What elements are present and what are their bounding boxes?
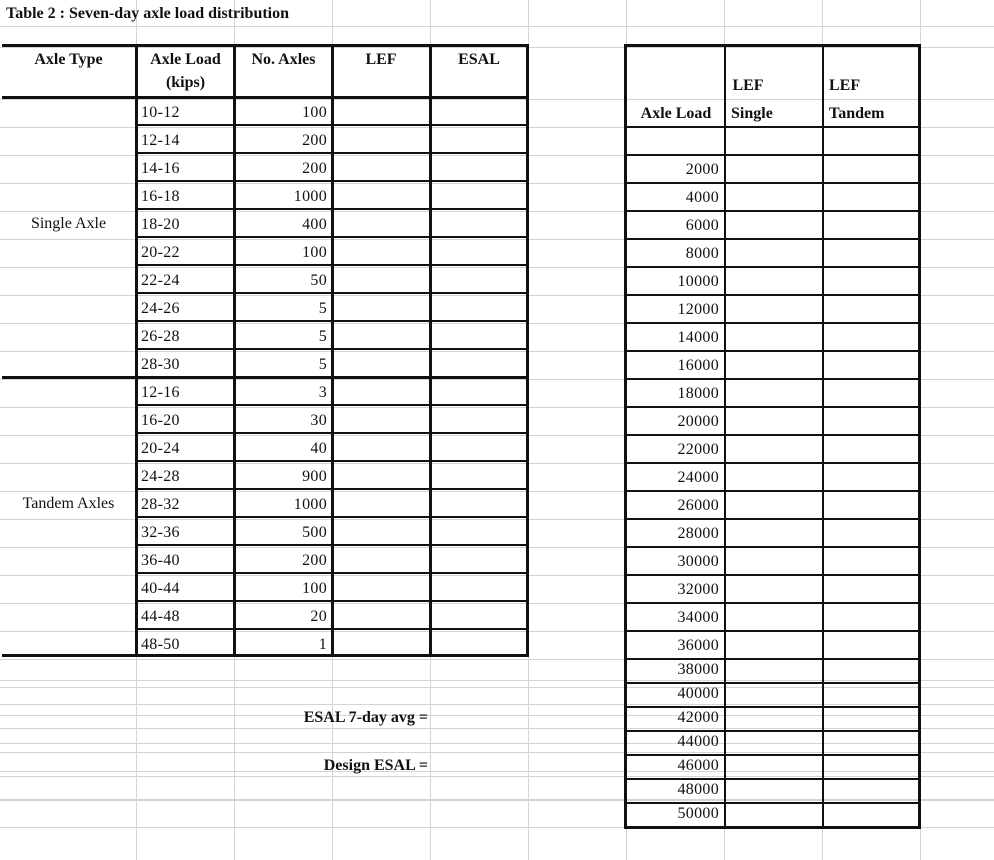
group-label-tandem: Tandem Axles [22,495,115,512]
lef-table-row-border [624,266,921,268]
axle-load-cell: 12-14 [141,132,180,149]
grid-row-line [0,47,994,48]
num-axles-cell: 30 [310,412,327,429]
grid-row-line [0,715,994,716]
lef-axle-load-cell: 36000 [677,637,719,654]
main-table-row-border [136,292,529,294]
lef-axle-load-cell: 12000 [677,301,719,318]
num-axles-cell: 100 [302,104,327,121]
main-table-row-border [136,152,529,154]
num-axles-cell: 900 [302,468,327,485]
lef-table-row-border [624,490,921,492]
grid-row-line [0,680,994,681]
grid-row-line [0,752,994,753]
axle-load-cell: 10-12 [141,104,180,121]
lef-axle-load-cell: 32000 [677,581,719,598]
grid-row-line [0,743,994,744]
num-axles-cell: 200 [302,132,327,149]
axle-load-cell: 14-16 [141,160,180,177]
num-axles-cell: 100 [302,244,327,261]
header-esal: ESAL [458,51,500,68]
lef-axle-load-cell: 8000 [685,245,719,262]
main-table-row-border [136,600,529,602]
lef-table-row-border [624,462,921,464]
main-table-row-border [136,488,529,490]
group-label-single: Single Axle [30,215,107,232]
main-table-row-border [136,628,529,630]
main-table-row-border [136,544,529,546]
lef-axle-load-cell: 14000 [677,329,719,346]
axle-load-cell: 48-50 [141,636,180,653]
main-table-col-border [429,44,432,657]
lef-table-row-border [624,630,921,632]
num-axles-cell: 3 [318,384,327,401]
lef-axle-load-cell: 44000 [677,733,719,750]
num-axles-cell: 1000 [293,188,327,205]
axle-load-cell: 16-20 [141,412,180,429]
lef-axle-load-cell: 40000 [677,685,719,702]
main-table-row-border [136,320,529,322]
main-table-row-border [136,404,529,406]
main-table-row-border [136,460,529,462]
lef-axle-load-cell: 38000 [677,661,719,678]
header-axle-load: Axle Load [150,51,221,68]
lef-axle-load-cell: 30000 [677,553,719,570]
lef-table-row-border [624,434,921,436]
axle-load-cell: 16-18 [141,188,180,205]
num-axles-cell: 200 [302,552,327,569]
main-table-col-border [526,44,529,657]
lef-axle-load-cell: 10000 [677,273,719,290]
lef-table-row-border [624,602,921,604]
lef-table-bottom-border [624,826,921,829]
num-axles-cell: 1 [318,636,327,653]
lef-table-row-border [624,546,921,548]
num-axles-cell: 400 [302,216,327,233]
lef-table-col-border [822,44,824,829]
axle-load-cell: 32-36 [141,524,180,541]
lef-table-row-border [624,322,921,324]
lef-axle-load-cell: 26000 [677,497,719,514]
num-axles-cell: 1000 [293,496,327,513]
lef-axle-load-cell: 24000 [677,469,719,486]
lef-table-col-border [724,44,726,829]
num-axles-cell: 500 [302,524,327,541]
lef-table-top-border [624,44,921,47]
header-lef: LEF [365,51,397,68]
lef-axle-load-cell: 28000 [677,525,719,542]
num-axles-cell: 50 [310,272,327,289]
axle-load-cell: 12-16 [141,384,180,401]
main-table-row-border [136,376,529,379]
main-table-row-border [136,236,529,238]
lef-axle-load-cell: 42000 [677,709,719,726]
header-lef-single-2: Single [731,105,773,122]
header-num-axles: No. Axles [251,51,316,68]
grid-row-line [0,704,994,705]
lef-axle-load-cell: 50000 [677,805,719,822]
axle-load-cell: 20-22 [141,244,180,261]
header-lef-tandem-1: LEF [829,77,861,94]
main-table-top-border [2,44,529,47]
main-table-row-border [136,572,529,574]
lef-axle-load-cell: 16000 [677,357,719,374]
axle-load-cell: 28-30 [141,356,180,373]
lef-axle-load-cell: 22000 [677,441,719,458]
axle-load-cell: 36-40 [141,552,180,569]
axle-load-cell: 44-48 [141,608,180,625]
num-axles-cell: 5 [318,356,327,373]
lef-axle-load-cell: 46000 [677,757,719,774]
num-axles-cell: 40 [310,440,327,457]
lef-table-left-border [624,44,627,829]
lef-axle-load-cell: 18000 [677,385,719,402]
lef-table-row-border [624,378,921,380]
lef-table-row-border [624,574,921,576]
grid-row-line [0,771,994,772]
design-esal-label: Design ESAL = [323,757,428,774]
lef-axle-load-cell: 6000 [685,217,719,234]
num-axles-cell: 20 [310,608,327,625]
group-divider-border [2,376,136,379]
header-lef-tandem-2: Tandem [829,105,885,122]
grid-row-line [0,26,994,27]
axle-load-cell: 26-28 [141,328,180,345]
axle-load-cell: 20-24 [141,440,180,457]
lef-axle-load-cell: 2000 [685,161,719,178]
header-axle-load-unit: (kips) [165,74,206,91]
grid-row-line [0,776,994,777]
num-axles-cell: 5 [318,300,327,317]
table-title: Table 2 : Seven-day axle load distribution [6,5,290,22]
grid-row-line [0,99,994,100]
main-table-col-border [135,44,138,657]
main-table-row-border [136,432,529,434]
grid-row-line [0,728,994,729]
lef-axle-load-cell: 34000 [677,609,719,626]
lef-axle-load-cell: 4000 [685,189,719,206]
lef-table-row-border [624,154,921,156]
lef-table-row-border [624,406,921,408]
main-table-header-border [2,96,529,99]
axle-load-cell: 18-20 [141,216,180,233]
num-axles-cell: 200 [302,160,327,177]
axle-load-cell: 28-32 [141,496,180,513]
main-table-row-border [136,208,529,210]
header-axle-type: Axle Type [34,51,103,68]
lef-axle-load-cell: 20000 [677,413,719,430]
esal-avg-label: ESAL 7-day avg = [303,709,428,726]
axle-load-cell: 40-44 [141,580,180,597]
main-table-row-border [136,516,529,518]
main-table-row-border [136,124,529,126]
lef-table-row-border [624,518,921,520]
axle-load-cell: 22-24 [141,272,180,289]
main-table-col-border [331,44,334,657]
axle-load-cell: 24-28 [141,468,180,485]
lef-table-row-border [624,294,921,296]
lef-table-row-border [624,350,921,352]
main-table-row-border [136,348,529,350]
lef-table-row-border [624,238,921,240]
header-lef-single-1: LEF [732,77,764,94]
lef-table-right-border [918,44,921,829]
lef-table-row-border [624,126,921,128]
axle-load-cell: 24-26 [141,300,180,317]
main-table-row-border [136,180,529,182]
lef-axle-load-cell: 48000 [677,781,719,798]
grid-row-line [0,687,994,688]
main-table-row-border [136,264,529,266]
num-axles-cell: 100 [302,580,327,597]
grid-row-line [0,800,994,801]
lef-table-row-border [624,210,921,212]
header-axle-load-lef: Axle Load [640,105,712,122]
lef-table-row-border [624,182,921,184]
num-axles-cell: 5 [318,328,327,345]
